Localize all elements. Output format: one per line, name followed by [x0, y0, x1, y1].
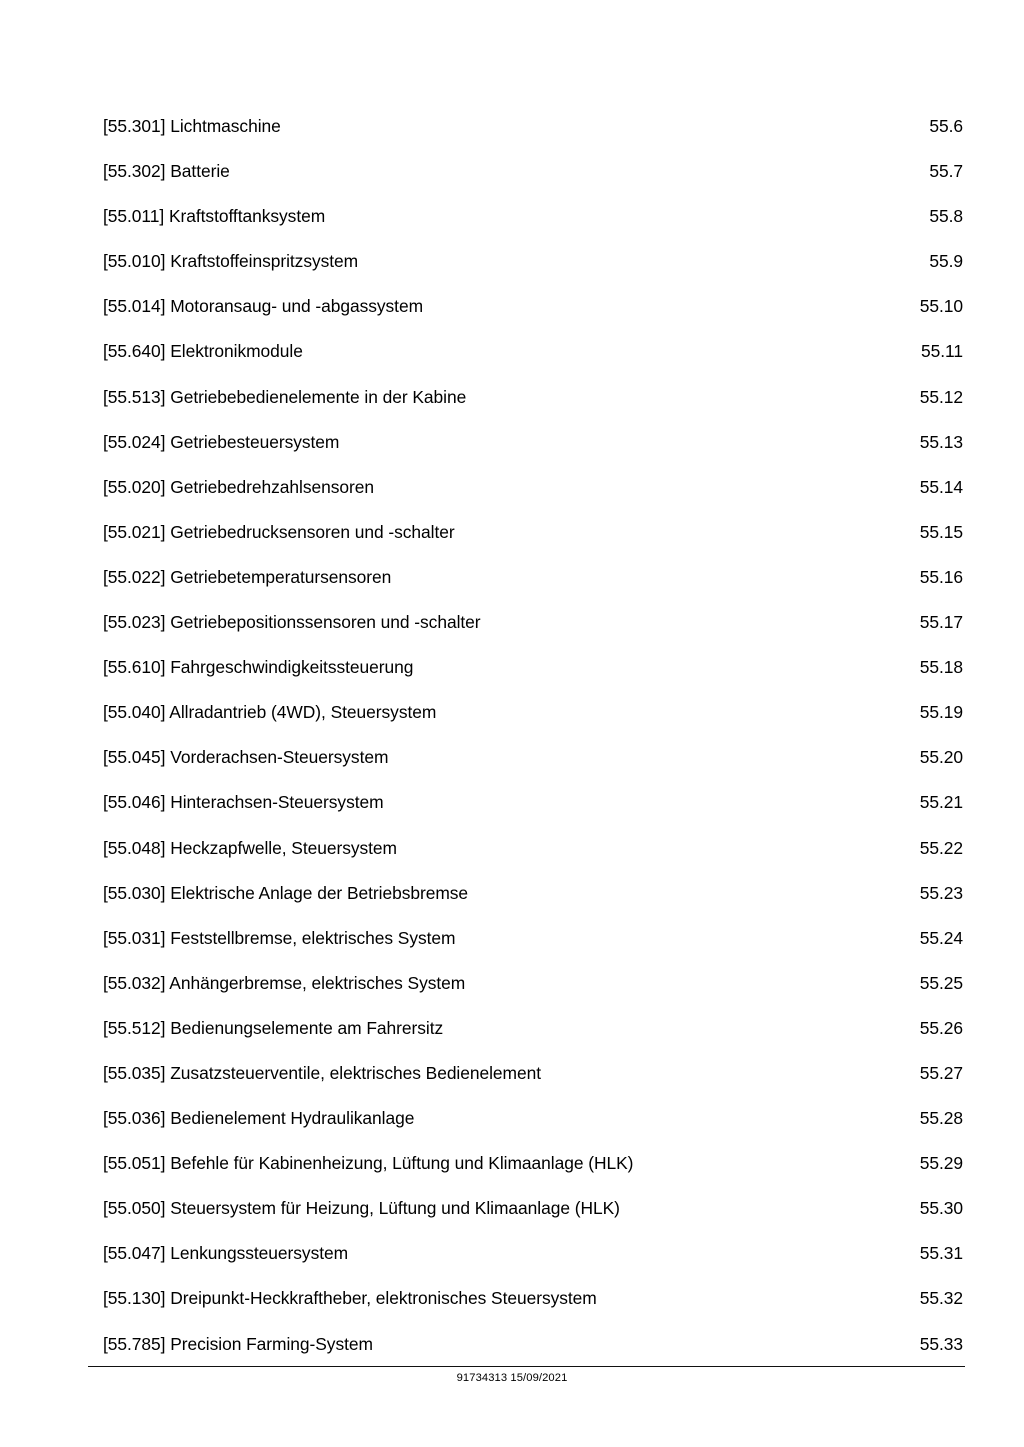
dot-leader	[233, 160, 899, 177]
toc-entry[interactable]	[103, 375, 963, 420]
toc-entry[interactable]	[103, 871, 963, 916]
toc-entry-label: [55.513] Getriebebedienelemente in der Kabine	[103, 386, 467, 407]
dot-leader	[351, 1242, 899, 1259]
toc-entry[interactable]	[103, 555, 963, 600]
dot-leader	[458, 520, 899, 537]
toc-entry-label: [55.021] Getriebedrucksensoren und -schalter	[103, 521, 455, 542]
toc-entry-page-number: 55.22	[919, 837, 963, 858]
toc-entry-page-number: 55.25	[919, 972, 963, 993]
toc-entry-page-number: 55.23	[919, 882, 963, 903]
toc-entry[interactable]	[103, 1096, 963, 1141]
dot-leader	[636, 1152, 899, 1169]
dot-leader	[544, 1062, 899, 1079]
toc-entry-page-number: 55.24	[919, 927, 963, 948]
dot-leader	[328, 205, 899, 222]
toc-entry-label: [55.302] Batterie	[103, 161, 230, 182]
toc-entry-label: [55.032] Anhängerbremse, elektrisches System	[103, 972, 466, 993]
toc-entry-page-number: 55.9	[929, 251, 963, 272]
toc-entry-page-number: 55.29	[919, 1153, 963, 1174]
toc-entry[interactable]	[103, 690, 963, 735]
toc-entry[interactable]	[103, 284, 963, 329]
footer-text: 91734313 15/09/2021	[456, 1372, 568, 1384]
dot-leader	[391, 746, 899, 763]
toc-entry[interactable]	[103, 149, 963, 194]
toc-entry-label: [55.022] Getriebetemperatursensoren	[103, 566, 392, 587]
toc-entry-page-number: 55.8	[929, 206, 963, 227]
footer-divider	[88, 1366, 965, 1367]
toc-entry[interactable]	[103, 1276, 963, 1321]
toc-entry[interactable]	[103, 916, 963, 961]
toc-entry-label: [55.610] Fahrgeschwindigkeitssteuerung	[103, 657, 414, 678]
toc-entry-label: [55.023] Getriebepositionssensoren und -schalter	[103, 612, 481, 633]
toc-entry-label: [55.030] Elektrische Anlage der Betriebsbremse	[103, 882, 469, 903]
toc-entry-page-number: 55.31	[919, 1243, 963, 1264]
toc-entry-page-number: 55.10	[919, 296, 963, 317]
toc-entry[interactable]	[103, 780, 963, 825]
toc-entry-label: [55.050] Steuersystem für Heizung, Lüftung und Klimaanlage (HLK)	[103, 1198, 620, 1219]
toc-entry-label: [55.301] Lichtmaschine	[103, 116, 281, 136]
dot-leader	[446, 1016, 899, 1033]
dot-leader	[416, 656, 899, 673]
toc-entry[interactable]	[103, 826, 963, 871]
dot-leader	[342, 430, 899, 447]
toc-entry-page-number: 55.30	[919, 1198, 963, 1219]
toc-entry-label: [55.047] Lenkungssteuersystem	[103, 1243, 349, 1264]
toc-entry-page-number: 55.14	[919, 476, 963, 497]
toc-entry[interactable]	[103, 1141, 963, 1186]
toc-entry-page-number: 55.12	[919, 386, 963, 407]
toc-entry-page-number: 55.17	[919, 612, 963, 633]
toc-entry-label: [55.048] Heckzapfwelle, Steuersystem	[103, 837, 397, 858]
toc-entry-label: [55.031] Feststellbremse, elektrisches System	[103, 927, 456, 948]
toc-entry-page-number: 55.16	[919, 566, 963, 587]
toc-entry-page-number: 55.32	[919, 1288, 963, 1309]
table-of-contents	[103, 104, 963, 1367]
toc-entry-label: [55.051] Befehle für Kabinenheizung, Lüftung und Klimaanlage (HLK)	[103, 1153, 634, 1174]
toc-entry-label: [55.020] Getriebedrehzahlsensoren	[103, 476, 374, 497]
toc-entry-label: [55.036] Bedienelement Hydraulikanlage	[103, 1108, 415, 1129]
dot-leader	[468, 971, 899, 988]
dot-leader	[306, 340, 899, 357]
toc-entry-page-number: 55.7	[929, 161, 963, 182]
toc-entry[interactable]	[103, 961, 963, 1006]
toc-entry-label: [55.014] Motoransaug- und -abgassystem	[103, 296, 424, 317]
dot-leader	[471, 881, 899, 898]
toc-entry-label: [55.040] Allradantrieb (4WD), Steuersystem	[103, 702, 437, 723]
toc-entry-label: [55.045] Vorderachsen-Steuersystem	[103, 747, 389, 768]
toc-entry[interactable]	[103, 194, 963, 239]
toc-entry[interactable]	[103, 329, 963, 374]
toc-entry[interactable]	[103, 1051, 963, 1096]
toc-entry-page-number: 55.27	[919, 1062, 963, 1083]
dot-leader	[484, 611, 899, 628]
dot-leader	[600, 1287, 899, 1304]
dot-leader	[377, 475, 899, 492]
toc-entry-label: [55.640] Elektronikmodule	[103, 341, 303, 362]
dot-leader	[361, 250, 899, 267]
toc-entry-page-number: 55.18	[919, 657, 963, 678]
toc-entry-label: [55.785] Precision Farming-System	[103, 1333, 373, 1354]
dot-leader	[469, 385, 899, 402]
toc-entry-page-number: 55.33	[919, 1333, 963, 1354]
toc-entry-page-number: 55.20	[919, 747, 963, 768]
dot-leader	[387, 791, 899, 808]
toc-entry-page-number: 55.21	[919, 792, 963, 813]
toc-entry-page-number: 55.28	[919, 1108, 963, 1129]
toc-entry[interactable]	[103, 1322, 963, 1367]
dot-leader	[394, 566, 899, 583]
toc-entry[interactable]	[103, 1231, 963, 1276]
dot-leader	[376, 1332, 899, 1349]
toc-entry-page-number: 55.15	[919, 521, 963, 542]
dot-leader	[417, 1107, 899, 1124]
dot-leader	[284, 115, 899, 132]
toc-entry-label: [55.024] Getriebesteuersystem	[103, 431, 340, 452]
dot-leader	[439, 701, 899, 718]
dot-leader	[623, 1197, 899, 1214]
toc-entry[interactable]	[103, 1006, 963, 1051]
dot-leader	[400, 836, 899, 853]
toc-entry[interactable]	[103, 600, 963, 645]
dot-leader	[458, 926, 899, 943]
toc-entry[interactable]	[103, 465, 963, 510]
toc-entry-page-number: 55.19	[919, 702, 963, 723]
toc-entry[interactable]	[103, 239, 963, 284]
toc-entry-page-number: 55.26	[919, 1017, 963, 1038]
toc-entry[interactable]	[103, 735, 963, 780]
toc-entry[interactable]	[103, 104, 963, 149]
toc-entry-label: [55.011] Kraftstofftanksystem	[103, 206, 326, 227]
toc-entry-label: [55.035] Zusatzsteuerventile, elektrisches Bedienelement	[103, 1062, 542, 1083]
toc-entry-page-number: 55.6	[929, 116, 963, 136]
toc-entry[interactable]	[103, 510, 963, 555]
toc-entry-page-number: 55.11	[921, 341, 963, 362]
toc-entry-label: [55.010] Kraftstoffeinspritzsystem	[103, 251, 359, 272]
dot-leader	[426, 295, 899, 312]
toc-entry-label: [55.130] Dreipunkt-Heckkraftheber, elektronisches Steuersystem	[103, 1288, 597, 1309]
toc-entry-page-number: 55.13	[919, 431, 963, 452]
toc-entry[interactable]	[103, 420, 963, 465]
toc-entry-label: [55.046] Hinterachsen-Steuersystem	[103, 792, 384, 813]
toc-entry[interactable]	[103, 1186, 963, 1231]
toc-entry[interactable]	[103, 645, 963, 690]
toc-entry-label: [55.512] Bedienungselemente am Fahrersitz	[103, 1017, 444, 1038]
